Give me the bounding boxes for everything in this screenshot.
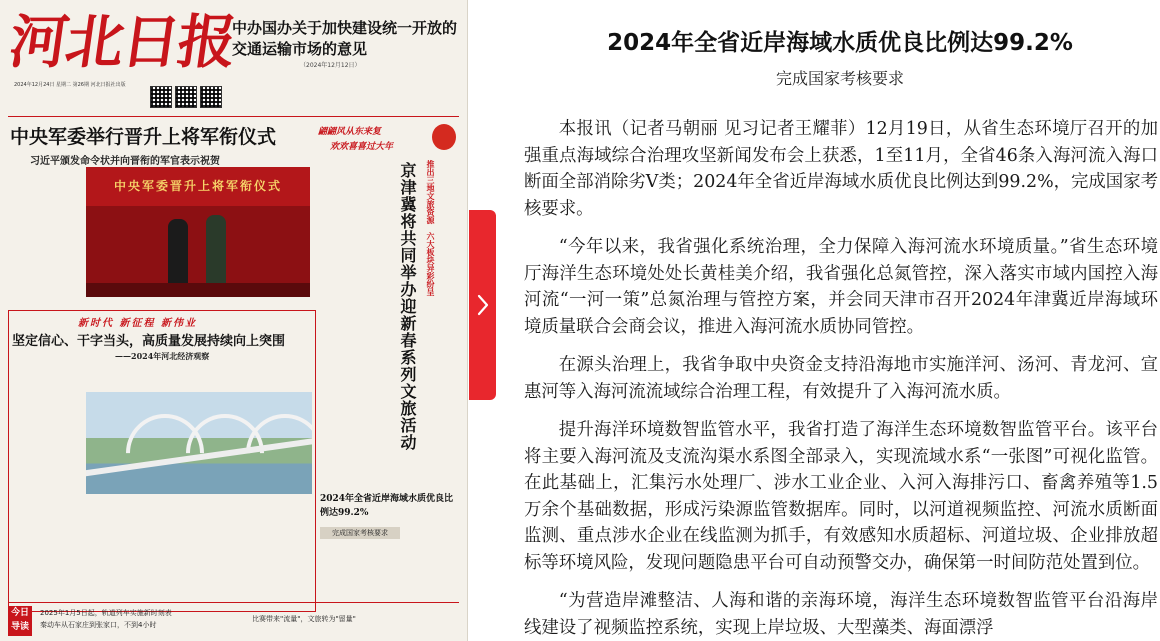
today-guide-badge: 今日导读 (8, 606, 32, 636)
footnote[interactable]: 比赛带来"流量"，文旅转为"留量" (252, 615, 356, 623)
masthead (5, 6, 239, 98)
photo-stage (86, 283, 310, 297)
main-headline[interactable]: 中央军委举行晋升上将军衔仪式 (10, 126, 277, 148)
footnote[interactable]: 秦动车从石家庄到张家口，不到4小时 (40, 621, 157, 629)
article-panel (520, 0, 1160, 641)
article-paragraph: 本报讯（记者马朝丽 见习记者王耀菲）12月19日，从省生态环境厅召开的加强重点海域综合治理攻坚新闻发布会上获悉，1至11月，全省46条入海河流入海口断面全部消除劣V类；2024年全省近岸海域水质优良比例达到99.2%，完成国家考核要求。 (524, 119, 1158, 219)
masthead-logo: 河北日报 (5, 8, 239, 76)
ceremony-photo (86, 167, 310, 297)
festival-banner (318, 124, 430, 160)
water-box-subtitle: 完成国家考核要求 (320, 527, 400, 539)
qr-code-icon (150, 86, 172, 108)
divider (8, 602, 459, 603)
feature-headline[interactable]: 坚定信心、干字当头，高质量发展持续向上突围 (12, 334, 286, 349)
photo-figure (206, 215, 226, 289)
photo-figure (168, 219, 188, 289)
next-page-button[interactable] (469, 210, 496, 400)
article-paragraph: 提升海洋环境数智监管水平，我省打造了海洋生态环境数智监管平台。该平台将主要入海河流及支流沟渠水系图全部录入，实现流域水系“一张图”可视化监管。在此基础上，汇集污水处理厂、涉水工业企业、入河入海排污口、畜禽养殖等1.5万余个基础数据，形成污染源监管数据库。同时，以河道视频监控、河流水质断面监测、重点涉水企业在线监测为抓手，有效感知水质超标、河道垃圾、企业排放超标等环境风险，发现问题隐患平台可自动预警交办，确保第一时间防范处置到位。 (524, 420, 1158, 573)
article-paragraph: “今年以来，我省强化系统治理，全力保障入海河流水环境质量。”省生态环境厅海洋生态环境处处长黄桂美介绍，我省强化总氮管控，深入落实市域内国控入海河流“一河一策”总氮治理与管控方案，并会同天津市召开2024年津冀近岸海域环境质量联合会商会议，推进入海河流水质协同管控。 (524, 237, 1158, 337)
bridge-photo (86, 392, 312, 494)
main-subheadline: 习近平颁发命令状并向晋衔的军官表示祝贺 (30, 156, 220, 167)
qr-code-icon (175, 86, 197, 108)
vertical-headline[interactable]: 京津冀将共同举办迎新春系列文旅活动 (398, 162, 417, 451)
chevron-right-icon (476, 294, 490, 316)
footnote[interactable]: 2025年1月5日起，轨道列车实施新时刻表 (40, 609, 172, 617)
water-quality-article-box[interactable] (320, 492, 460, 542)
divider (8, 116, 459, 117)
slogan: 新时代 新征程 新伟业 (78, 318, 197, 329)
qr-code-icon (200, 86, 222, 108)
article-paragraph: 在源头治理上，我省争取中央资金支持沿海地市实施洋河、汤河、青龙河、宣惠河等入海河流流域综合治理工程，有效提升了入海河流水质。 (524, 355, 1158, 402)
article-subtitle: 完成国家考核要求 (775, 69, 904, 88)
lantern-icon (432, 124, 456, 150)
top-headline[interactable]: 中办国办关于加快建设统一开放的交通运输市场的意见 (232, 19, 458, 58)
newspaper-page-thumbnail[interactable] (0, 0, 468, 641)
festival-line: 欢欢喜喜过大年 (330, 142, 394, 152)
masthead-meta: 2024年12月24日 星期二 第26期 河北日报社出版 (14, 82, 126, 88)
photo-banner: 中央军委晋升上将军衔仪式 (113, 179, 282, 193)
vertical-subheadline: 推出三地文旅资源 六大板块异彩纷呈 (426, 160, 436, 296)
article-title: 2024年全省近岸海域水质优良比例达99.2% (607, 30, 1073, 56)
article-paragraph: “为营造岸滩整洁、人海和谐的亲海环境，海洋生态环境数智监管平台沿海岸线建设了视频监控系统，实现上岸垃圾、大型藻类、海面漂浮 (524, 591, 1158, 638)
festival-line: 翩翩风从东来复 (318, 127, 382, 137)
water-box-title: 2024年全省近岸海域水质优良比例达99.2% (320, 494, 454, 518)
top-headline-date: （2024年12月12日） (300, 62, 361, 69)
article-body (524, 116, 1158, 641)
feature-subheadline: ——2024年河北经济观察 (115, 351, 210, 361)
